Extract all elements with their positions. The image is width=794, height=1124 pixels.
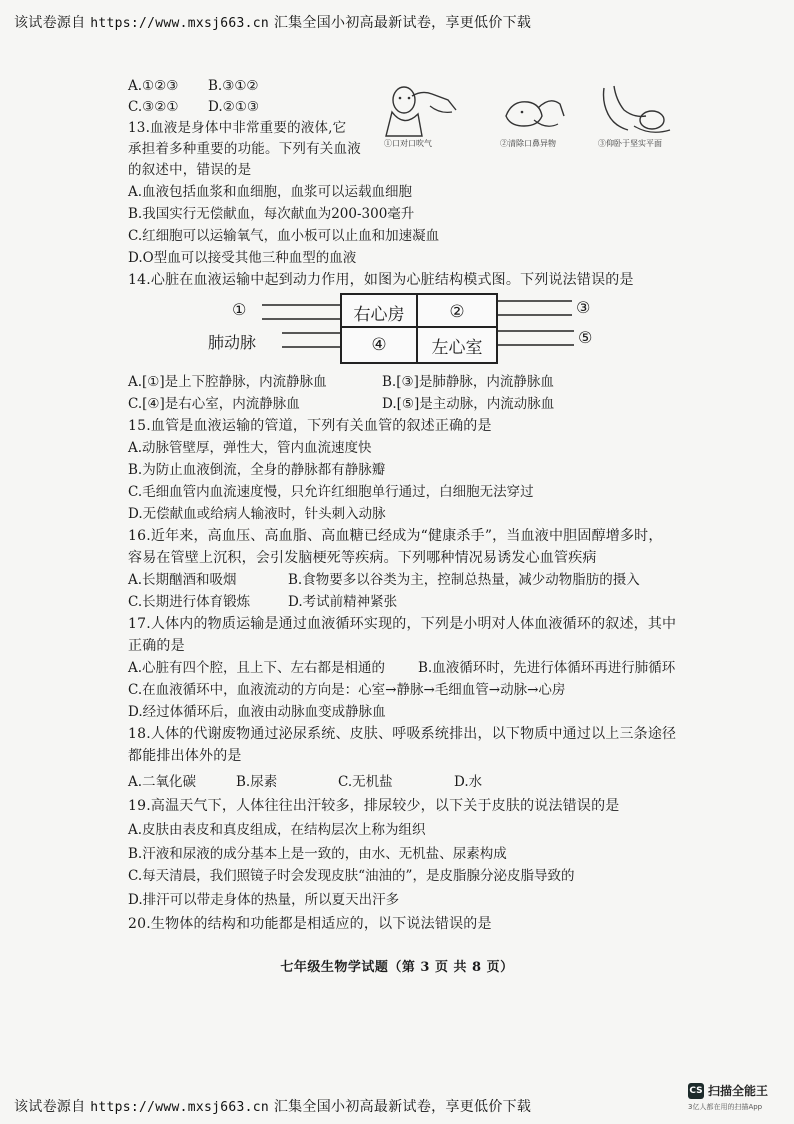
left-ventricle-label: 左心室 <box>431 337 483 358</box>
page-footer: 七年级生物学试题（第 3 页 共 8 页） <box>280 960 514 975</box>
q16-option-d: D.考试前精神紧张 <box>288 594 398 610</box>
banner-slogan: 汇集全国小初高最新试卷，享更低价下载 <box>273 15 532 31</box>
q18-option-d: D.水 <box>454 774 483 790</box>
figure-caption-2: ②清除口鼻异物 <box>500 139 556 148</box>
q15-option-c: C.毛细血管内血流速度慢，只允许红细胞单行通过，白细胞无法穿过 <box>128 484 534 500</box>
q17-option-a: A.心脏有四个腔，且上下、左右都是相通的 <box>128 660 386 676</box>
diagram-label-3: ③ <box>576 298 591 317</box>
q17-stem-line-2: 正确的是 <box>128 638 185 654</box>
pulmonary-artery-label: 肺动脉 <box>208 333 257 352</box>
cpr-figure-2 <box>494 86 574 148</box>
q16-option-b: B.食物要多以谷类为主，控制总热量，减少动物脂肪的摄入 <box>288 572 640 588</box>
banner-url[interactable]: https://www.mxsj663.cn <box>90 1100 270 1115</box>
q12-option-a: A.①②③ <box>128 78 179 94</box>
q18-option-a: A.二氧化碳 <box>128 774 197 790</box>
q17-option-d: D.经过体循环后，血液由动脉血变成静脉血 <box>128 704 386 720</box>
q14-option-b: B.[③]是肺静脉，内流静脉血 <box>382 374 554 390</box>
clear-airway-illustration <box>494 86 574 138</box>
diagram-label-4: ④ <box>371 335 387 355</box>
q17-stem-line-1: 17.人体内的物质运输是通过血液循环实现的，下列是小明对人体血液循环的叙述，其中 <box>128 616 677 632</box>
diagram-label-5: ⑤ <box>578 328 593 347</box>
diagram-label-2: ② <box>449 302 465 322</box>
chamber-2 <box>416 293 498 331</box>
q17-option-c: C.在血液循环中，血液流动的方向是：心室→静脉→毛细血管→动脉→心房 <box>128 682 566 698</box>
q13-stem-line-3: 的叙述中，错误的是 <box>128 162 252 178</box>
chamber-4 <box>340 326 418 364</box>
q13-option-b: B.我国实行无偿献血，每次献血为200-300毫升 <box>128 206 415 222</box>
q12-option-c: C.③②① <box>128 99 179 115</box>
q19-option-d: D.排汗可以带走身体的热量，所以夏天出汗多 <box>128 892 400 908</box>
banner-slogan: 汇集全国小初高最新试卷，享更低价下载 <box>273 1099 532 1115</box>
q12-option-b: B.③①② <box>208 78 259 94</box>
q18-option-c: C.无机盐 <box>338 774 393 790</box>
banner-site: 该试卷源自 <box>14 1099 86 1115</box>
diagram-label-1: ① <box>232 300 247 319</box>
camscanner-logo-icon: CS <box>688 1083 704 1099</box>
supine-position-illustration <box>594 80 678 138</box>
q13-option-a: A.血液包括血浆和血细胞，血浆可以运载血细胞 <box>128 184 413 200</box>
q16-option-a: A.长期酗酒和吸烟 <box>128 572 237 588</box>
q19-option-b: B.汗液和尿液的成分基本上是一致的，由水、无机盐、尿素构成 <box>128 846 507 862</box>
bottom-banner <box>14 1096 531 1116</box>
q19-stem: 19.高温天气下，人体往往出汗较多，排尿较少，以下关于皮肤的说法错误的是 <box>128 798 620 814</box>
q15-option-a: A.动脉管壁厚，弹性大，管内血流速度快 <box>128 440 372 456</box>
q16-stem-line-1: 16.近年来，高血压、高血脂、高血糖已经成为“健康杀手”，当血液中胆固醇增多时， <box>128 528 663 544</box>
q16-stem-line-2: 容易在管壁上沉积，会引发脑梗死等疾病。下列哪种情况易诱发心血管疾病 <box>128 550 597 566</box>
q15-option-d: D.无偿献血或给病人输液时，针头刺入动脉 <box>128 506 386 522</box>
camscanner-tagline: 3亿人都在用的扫描App <box>688 1103 763 1111</box>
cpr-figure-1 <box>378 80 464 148</box>
q14-stem: 14.心脏在血液运输中起到动力作用，如图为心脏结构模式图。下列说法错误的是 <box>128 272 634 288</box>
q18-option-b: B.尿素 <box>236 774 278 790</box>
q14-option-c: C.[④]是右心室，内流静脉血 <box>128 396 300 412</box>
q15-option-b: B.为防止血液倒流，全身的静脉都有静脉瓣 <box>128 462 386 478</box>
camscanner-name: 扫描全能王 <box>708 1084 769 1098</box>
q19-option-c: C.每天清晨，我们照镜子时会发现皮肤“油油的”，是皮脂腺分泌皮脂导致的 <box>128 868 575 884</box>
q14-option-d: D.[⑤]是主动脉，内流动脉血 <box>382 396 555 412</box>
cpr-figure-3 <box>594 80 678 148</box>
q18-stem-line-1: 18.人体的代谢废物通过泌尿系统、皮肤、呼吸系统排出，以下物质中通过以上三条途径 <box>128 726 677 742</box>
figure-caption-3: ③仰卧于坚实平面 <box>598 139 662 148</box>
q20-stem: 20.生物体的结构和功能都是相适应的，以下说法错误的是 <box>128 916 492 932</box>
q12-option-d: D.②①③ <box>208 99 259 115</box>
q14-option-a: A.[①]是上下腔静脉，内流静脉血 <box>128 374 327 390</box>
q15-stem: 15.血管是血液运输的管道，下列有关血管的叙述正确的是 <box>128 418 492 434</box>
right-atrium-chamber <box>340 293 418 331</box>
q17-option-b: B.血液循环时，先进行体循环再进行肺循环 <box>418 660 676 676</box>
q13-option-d: D.O型血可以接受其他三种血型的血液 <box>128 250 357 266</box>
q13-stem-line-1: 13.血液是身体中非常重要的液体,它 <box>128 120 347 136</box>
q16-option-c: C.长期进行体育锻炼 <box>128 594 251 610</box>
banner-site: 该试卷源自 <box>14 15 86 31</box>
q13-stem-line-2: 承担着多种重要的功能。下列有关血液 <box>128 141 361 157</box>
q18-stem-line-2: 都能排出体外的是 <box>128 748 242 764</box>
left-ventricle-chamber <box>416 326 498 364</box>
mouth-to-mouth-illustration <box>378 80 464 138</box>
figure-caption-1: ①口对口吹气 <box>384 139 432 148</box>
banner-url[interactable]: https://www.mxsj663.cn <box>90 16 270 31</box>
right-atrium-label: 右心房 <box>353 304 405 325</box>
q13-option-c: C.红细胞可以运输氧气，血小板可以止血和加速凝血 <box>128 228 440 244</box>
q19-option-a: A.皮肤由表皮和真皮组成，在结构层次上称为组织 <box>128 822 426 838</box>
top-banner <box>14 12 531 32</box>
